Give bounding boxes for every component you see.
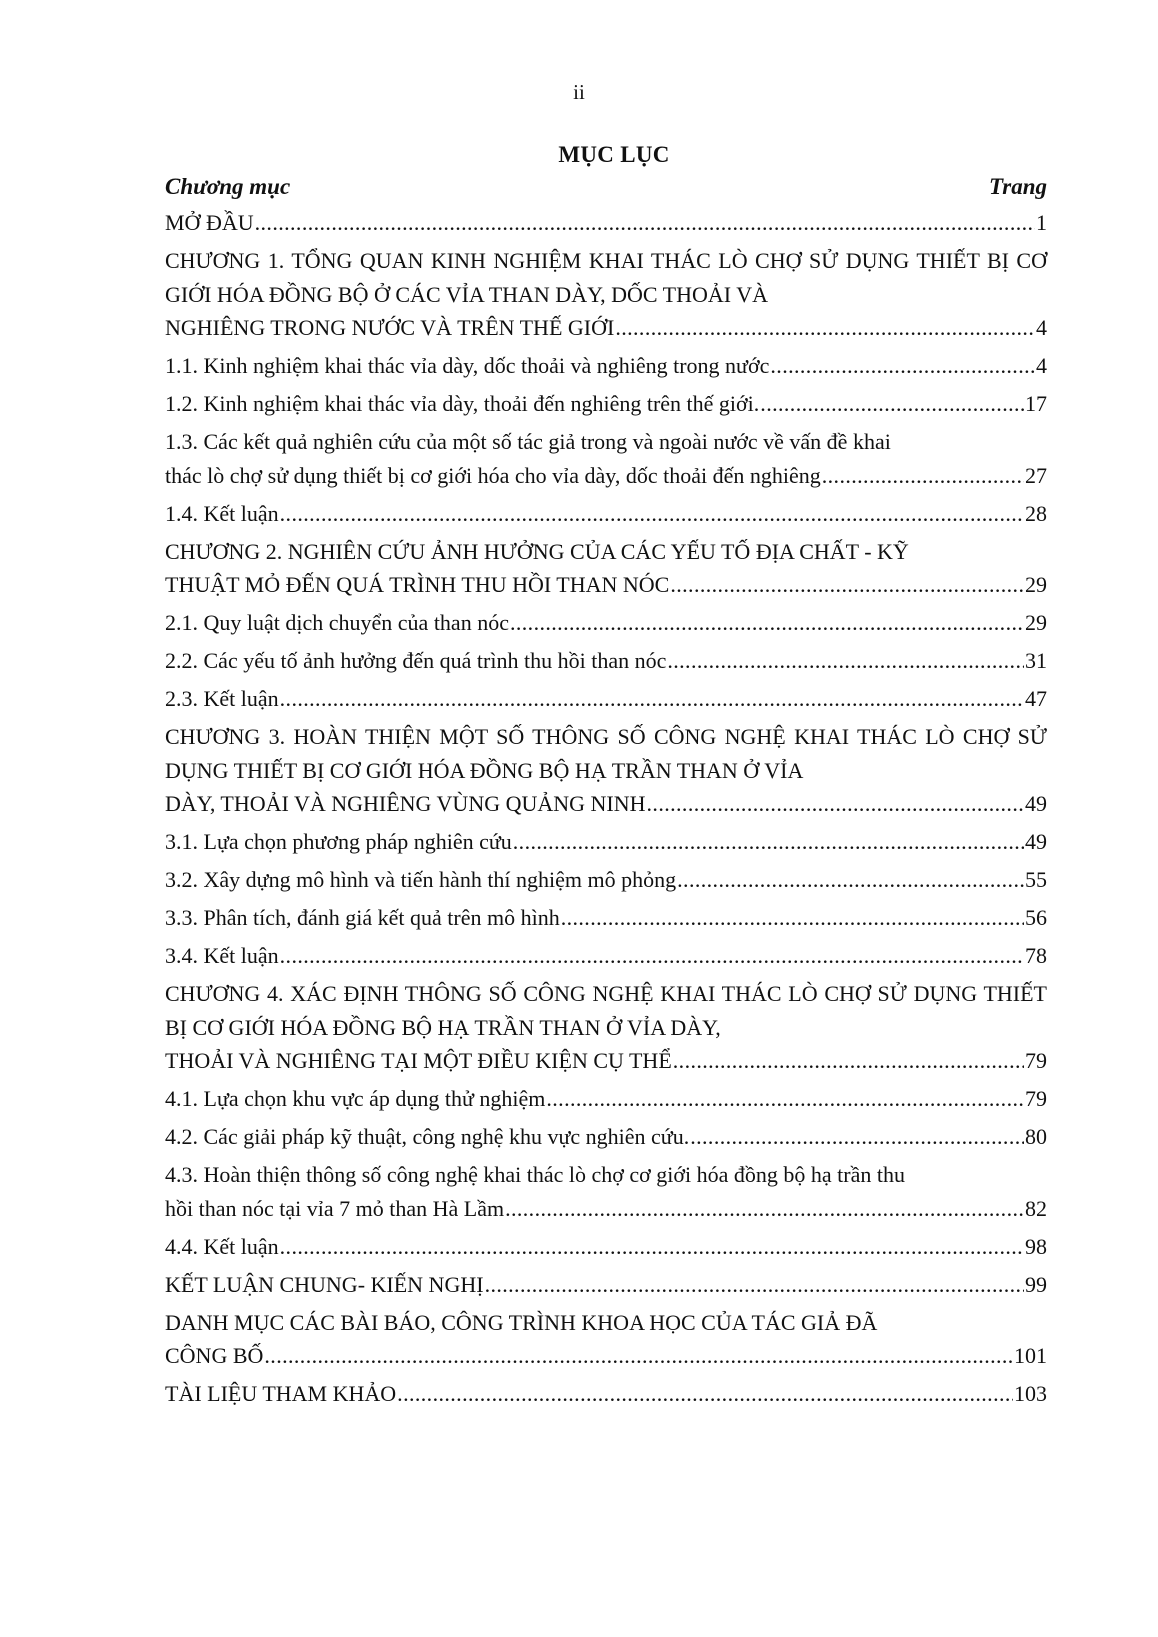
dot-leader [670, 568, 1024, 602]
toc-entry-page: 55 [1025, 867, 1047, 892]
toc-entry-page: 47 [1025, 686, 1047, 711]
toc-entry-page: 82 [1025, 1195, 1047, 1221]
dot-leader [667, 644, 1024, 678]
dot-leader [513, 825, 1024, 859]
toc-entry-text: 2.3. Kết luận [165, 686, 279, 711]
toc-entry-page: 29 [1025, 572, 1047, 597]
toc-entry-page: 27 [1025, 462, 1047, 488]
toc-entry-page: 98 [1025, 1233, 1047, 1259]
toc-entry-lead: 1.3. Các kết quả nghiên cứu của một số tác giả trong và ngoài nước về vấn đề khai [165, 429, 891, 454]
dot-leader [673, 1044, 1024, 1078]
toc-entry-lead: CHƯƠNG 3. HOÀN THIỆN MỘT SỐ THÔNG SỐ CÔNG NGHỆ KHAI THÁC LÒ CHỢ SỬ DỤNG THIẾT BỊ CƠ GIỚI HÓA ĐỒNG BỘ HẠ TRẦN THAN Ở VỈA [165, 724, 1047, 783]
toc-entry-text: 4.2. Các giải pháp kỹ thuật, công nghệ khu vực nghiên cứu. [165, 1124, 690, 1149]
dot-leader [505, 1192, 1024, 1226]
dot-leader [264, 1339, 1013, 1373]
toc-entry-line [165, 1230, 1047, 1264]
toc-entry [165, 863, 1047, 897]
toc-entry-text: 1.1. Kinh nghiệm khai thác vỉa dày, dốc thoải và nghiêng trong nước [165, 353, 770, 378]
toc-entry-text: 4.1. Lựa chọn khu vực áp dụng thử nghiệm [165, 1086, 546, 1111]
dot-leader [647, 787, 1024, 821]
toc-entry-text: 2.2. Các yếu tố ảnh hưởng đến quá trình thu hồi than nóc [165, 648, 667, 673]
toc-entry-text: MỞ ĐẦU [165, 210, 254, 235]
toc-entry-page: 4 [1036, 315, 1047, 340]
toc-entry-line [165, 1082, 1047, 1116]
dot-leader [546, 1082, 1024, 1116]
toc-entry-page: 56 [1025, 905, 1047, 930]
toc-entry-text: CÔNG BỐ [165, 1343, 264, 1368]
toc-entry-page: 28 [1025, 500, 1047, 526]
toc-entry-line [165, 606, 1047, 640]
toc-entry-line [165, 901, 1047, 935]
toc-entry-text: NGHIÊNG TRONG NƯỚC VÀ TRÊN THẾ GIỚI [165, 315, 615, 340]
toc-entry [165, 535, 1047, 602]
toc-entry-page: 17 [1025, 391, 1047, 416]
toc-entry-page: 103 [1014, 1381, 1047, 1406]
toc-entry-line [165, 787, 1047, 821]
toc-entry-lead: CHƯƠNG 1. TỔNG QUAN KINH NGHIỆM KHAI THÁC LÒ CHỢ SỬ DỤNG THIẾT BỊ CƠ GIỚI HÓA ĐỒNG BỘ Ở CÁC VỈA THAN DÀY, DỐC THOẢI VÀ [165, 248, 1047, 307]
toc-entry [165, 606, 1047, 640]
toc-list [165, 206, 1047, 1415]
toc-title: MỤC LỤC [558, 142, 670, 167]
dot-leader [677, 863, 1024, 897]
toc-entry-line [165, 568, 1047, 602]
toc-entry [165, 901, 1047, 935]
toc-header-left: Chương mục [165, 174, 291, 199]
dot-leader [510, 606, 1024, 640]
toc-entry-page: 80 [1025, 1124, 1047, 1149]
toc-entry [165, 387, 1047, 421]
toc-entry-line [165, 1192, 1047, 1226]
dot-leader [760, 387, 1024, 421]
toc-entry-line [165, 1120, 1047, 1154]
toc-entry [165, 349, 1047, 383]
dot-leader [280, 1230, 1024, 1264]
toc-entry-text: TÀI LIỆU THAM KHẢO [165, 1381, 397, 1406]
toc-entry [165, 720, 1047, 821]
toc-entry [165, 644, 1047, 678]
toc-entry [165, 425, 1047, 492]
toc-entry-line [165, 459, 1047, 493]
toc-entry-text: 3.1. Lựa chọn phương pháp nghiên cứu [165, 829, 512, 854]
toc-entry-text: 3.2. Xây dựng mô hình và tiến hành thí nghiệm mô phỏng [165, 867, 677, 892]
toc-entry-line [165, 497, 1047, 531]
toc-entry-page: 49 [1025, 829, 1047, 854]
toc-entry-text: thác lò chợ sử dụng thiết bị cơ giới hóa cho vỉa dày, dốc thoải đến nghiêng [165, 462, 821, 488]
toc-entry-page: 1 [1036, 210, 1047, 235]
toc-entry-line [165, 387, 1047, 421]
toc-entry-lead: CHƯƠNG 2. NGHIÊN CỨU ẢNH HƯỞNG CỦA CÁC YẾU TỐ ĐỊA CHẤT - KỸ [165, 538, 909, 564]
toc-entry-page: 99 [1025, 1271, 1047, 1297]
toc-entry [165, 1230, 1047, 1264]
toc-header-right: Trang [989, 174, 1047, 199]
toc-entry-text: 1.2. Kinh nghiệm khai thác vỉa dày, thoải đến nghiêng trên thế giới. [165, 391, 760, 416]
toc-entry-page: 31 [1025, 648, 1047, 673]
dot-leader [255, 206, 1035, 240]
toc-entry-line [165, 349, 1047, 383]
toc-entry-line [165, 682, 1047, 716]
page-number: ii [573, 80, 585, 104]
toc-entry-lead: CHƯƠNG 4. XÁC ĐỊNH THÔNG SỐ CÔNG NGHỆ KHAI THÁC LÒ CHỢ SỬ DỤNG THIẾT BỊ CƠ GIỚI HÓA ĐỒNG BỘ HẠ TRẦN THAN Ở VỈA DÀY, [165, 981, 1047, 1040]
toc-entry-line [165, 825, 1047, 859]
toc-entry [165, 1120, 1047, 1154]
toc-entry-line [165, 1377, 1047, 1411]
toc-entry-lead: 4.3. Hoàn thiện thông số công nghệ khai thác lò chợ cơ giới hóa đồng bộ hạ trần thu [165, 1162, 905, 1187]
toc-entry [165, 1377, 1047, 1411]
dot-leader [397, 1377, 1013, 1411]
toc-entry-line [165, 863, 1047, 897]
toc-entry [165, 939, 1047, 973]
toc-entry [165, 206, 1047, 240]
toc-entry-text: THUẬT MỎ ĐẾN QUÁ TRÌNH THU HỒI THAN NÓC [165, 572, 670, 597]
dot-leader [822, 459, 1024, 493]
toc-entry-page: 79 [1025, 1048, 1047, 1073]
toc-entry-page: 29 [1025, 610, 1047, 635]
toc-entry-lead: DANH MỤC CÁC BÀI BÁO, CÔNG TRÌNH KHOA HỌC CỦA TÁC GIẢ ĐÃ [165, 1309, 878, 1335]
toc-entry-text: 2.1. Quy luật dịch chuyển của than nóc [165, 610, 509, 635]
toc-entry [165, 497, 1047, 531]
toc-entry-line [165, 1044, 1047, 1078]
toc-entry [165, 1158, 1047, 1225]
toc-entry-page: 78 [1025, 943, 1047, 968]
toc-entry [165, 1082, 1047, 1116]
toc-entry [165, 682, 1047, 716]
dot-leader [770, 349, 1035, 383]
toc-entry-text: 4.4. Kết luận [165, 1233, 279, 1259]
toc-entry [165, 1306, 1047, 1373]
dot-leader [615, 311, 1035, 345]
toc-entry [165, 244, 1047, 345]
toc-entry-text: 3.3. Phân tích, đánh giá kết quả trên mô hình [165, 905, 560, 930]
toc-entry-line [165, 1268, 1047, 1302]
toc-entry-text: 1.4. Kết luận [165, 500, 279, 526]
toc-entry-page: 101 [1014, 1343, 1047, 1368]
toc-entry [165, 825, 1047, 859]
toc-entry [165, 1268, 1047, 1302]
toc-entry-page: 4 [1036, 353, 1047, 378]
toc-entry-page: 49 [1025, 791, 1047, 816]
toc-entry-line [165, 311, 1047, 345]
toc-entry [165, 977, 1047, 1078]
toc-entry-line [165, 206, 1047, 240]
toc-entry-line [165, 1339, 1047, 1373]
dot-leader [280, 497, 1024, 531]
toc-entry-line [165, 939, 1047, 973]
toc-entry-line [165, 644, 1047, 678]
toc-entry-text: hồi than nóc tại vỉa 7 mỏ than Hà Lầm [165, 1195, 505, 1221]
toc-header [165, 174, 1047, 200]
toc-entry-text: THOẢI VÀ NGHIÊNG TẠI MỘT ĐIỀU KIỆN CỤ THỂ [165, 1048, 672, 1073]
toc-entry-text: 3.4. Kết luận [165, 943, 279, 968]
toc-entry-text: DÀY, THOẢI VÀ NGHIÊNG VÙNG QUẢNG NINH [165, 791, 646, 816]
dot-leader [690, 1120, 1024, 1154]
toc-entry-text: KẾT LUẬN CHUNG- KIẾN NGHỊ [165, 1271, 484, 1297]
dot-leader [280, 939, 1024, 973]
dot-leader [485, 1268, 1024, 1302]
dot-leader [561, 901, 1024, 935]
dot-leader [280, 682, 1024, 716]
toc-entry-page: 79 [1025, 1086, 1047, 1111]
